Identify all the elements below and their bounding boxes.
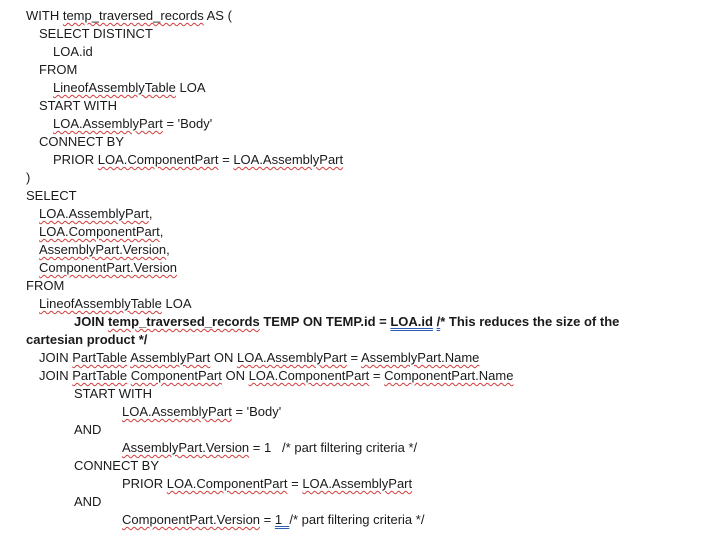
code-text: CONNECT BY: [39, 134, 124, 149]
code-text: AND: [74, 422, 102, 437]
code-text: JOIN: [39, 350, 73, 365]
code-text: FROM: [26, 278, 65, 293]
code-text: =: [260, 512, 275, 527]
code-line: [39, 98, 117, 114]
code-line: [53, 44, 93, 60]
spellcheck-flagged-word: LOA.AssemblyPart: [237, 350, 347, 365]
spellcheck-flagged-word: LOA.AssemblyPart: [39, 206, 149, 221]
code-line: [74, 386, 152, 402]
code-line: [39, 134, 124, 150]
code-line: [39, 206, 152, 222]
code-text: TEMP ON TEMP.id =: [259, 314, 391, 329]
grammar-flagged-text: /: [436, 314, 441, 329]
code-line: [122, 512, 424, 528]
spellcheck-flagged-word: LOA.ComponentPart: [248, 368, 370, 383]
spellcheck-flagged-word: LOA.AssemblyPart: [302, 476, 413, 491]
code-line: [39, 62, 77, 78]
code-line: [74, 422, 101, 438]
code-line: [26, 278, 64, 294]
code-text: cartesian product */: [26, 332, 148, 347]
code-text: = 'Body': [231, 404, 282, 419]
spellcheck-flagged-word: ComponentPart: [130, 368, 222, 383]
spellcheck-flagged-word: AssemblyPart.Name: [360, 350, 480, 365]
spellcheck-flagged-word: ComponentPart.Name: [384, 368, 514, 383]
code-line: [122, 440, 417, 456]
code-line: [39, 26, 153, 42]
code-text: FROM: [39, 62, 78, 77]
code-line: [122, 476, 412, 492]
code-line: [74, 314, 619, 330]
spellcheck-flagged-word: AssemblyPart: [130, 350, 211, 365]
code-line: [26, 8, 232, 24]
code-text: PRIOR: [53, 152, 98, 167]
spellcheck-flagged-word: temp_traversed_records: [62, 8, 204, 23]
spellcheck-flagged-word: AssemblyPart.Version: [122, 440, 250, 455]
code-line: [39, 242, 170, 258]
spellcheck-flagged-word: LOA.AssemblyPart: [233, 152, 344, 167]
code-text: AND: [74, 494, 102, 509]
code-text: AS (: [203, 8, 232, 23]
spellcheck-flagged-word: PartTable: [72, 368, 128, 383]
code-text: LOA: [175, 80, 206, 95]
code-text: =: [369, 368, 385, 383]
code-line: [26, 170, 30, 186]
spellcheck-flagged-word: ComponentPart.Version: [39, 260, 178, 275]
code-line: [39, 224, 163, 240]
code-text: WITH: [26, 8, 63, 23]
code-text: START WITH: [39, 98, 117, 113]
code-line: [53, 80, 205, 96]
code-text: JOIN: [74, 314, 108, 329]
code-text: LOA: [161, 296, 192, 311]
code-text: CONNECT BY: [74, 458, 159, 473]
code-line: [74, 458, 159, 474]
spellcheck-flagged-word: LOA.AssemblyPart: [53, 116, 163, 131]
code-text: /* part filtering criteria */: [289, 512, 425, 527]
code-text: ON: [221, 368, 249, 383]
code-text: = 1 /* part filtering criteria */: [249, 440, 418, 455]
code-line: [26, 332, 147, 348]
code-line: [39, 260, 177, 276]
code-line: [26, 188, 77, 204]
spellcheck-flagged-word: LOA.AssemblyPart: [122, 404, 232, 419]
code-text: =: [346, 350, 361, 365]
code-line: [53, 116, 212, 132]
code-text: ,: [148, 206, 153, 221]
code-text: ,: [159, 224, 164, 239]
code-text: ): [26, 170, 31, 185]
spellcheck-flagged-word: LineofAssemblyTable: [39, 296, 162, 311]
code-text: SELECT: [26, 188, 77, 203]
code-text: = 'Body': [162, 116, 213, 131]
code-text: =: [287, 476, 303, 491]
code-text: START WITH: [74, 386, 152, 401]
spellcheck-flagged-word: temp_traversed_records: [107, 314, 260, 329]
spellcheck-flagged-word: AssemblyPart.Version: [39, 242, 167, 257]
code-line: [39, 368, 513, 384]
code-text: ON: [210, 350, 237, 365]
grammar-flagged-text: 1: [274, 512, 290, 527]
spellcheck-flagged-word: LOA.ComponentPart: [166, 476, 288, 491]
spellcheck-flagged-word: PartTable: [72, 350, 128, 365]
code-line: [53, 152, 343, 168]
spellcheck-flagged-word: LOA.ComponentPart: [97, 152, 219, 167]
code-text: LOA.id: [53, 44, 93, 59]
code-text: JOIN: [39, 368, 73, 383]
spellcheck-flagged-word: LineofAssemblyTable: [53, 80, 176, 95]
code-text: SELECT DISTINCT: [39, 26, 153, 41]
code-text: PRIOR: [122, 476, 167, 491]
code-line: [122, 404, 281, 420]
code-line: [39, 350, 479, 366]
code-text: =: [218, 152, 234, 167]
spellcheck-flagged-word: LOA.ComponentPart: [39, 224, 160, 239]
grammar-flagged-text: LOA.id: [390, 314, 433, 329]
code-line: [74, 494, 101, 510]
code-text: ,: [166, 242, 170, 257]
spellcheck-flagged-word: ComponentPart.Version: [122, 512, 261, 527]
code-text: * This reduces the size of the: [440, 314, 620, 329]
code-line: [39, 296, 191, 312]
